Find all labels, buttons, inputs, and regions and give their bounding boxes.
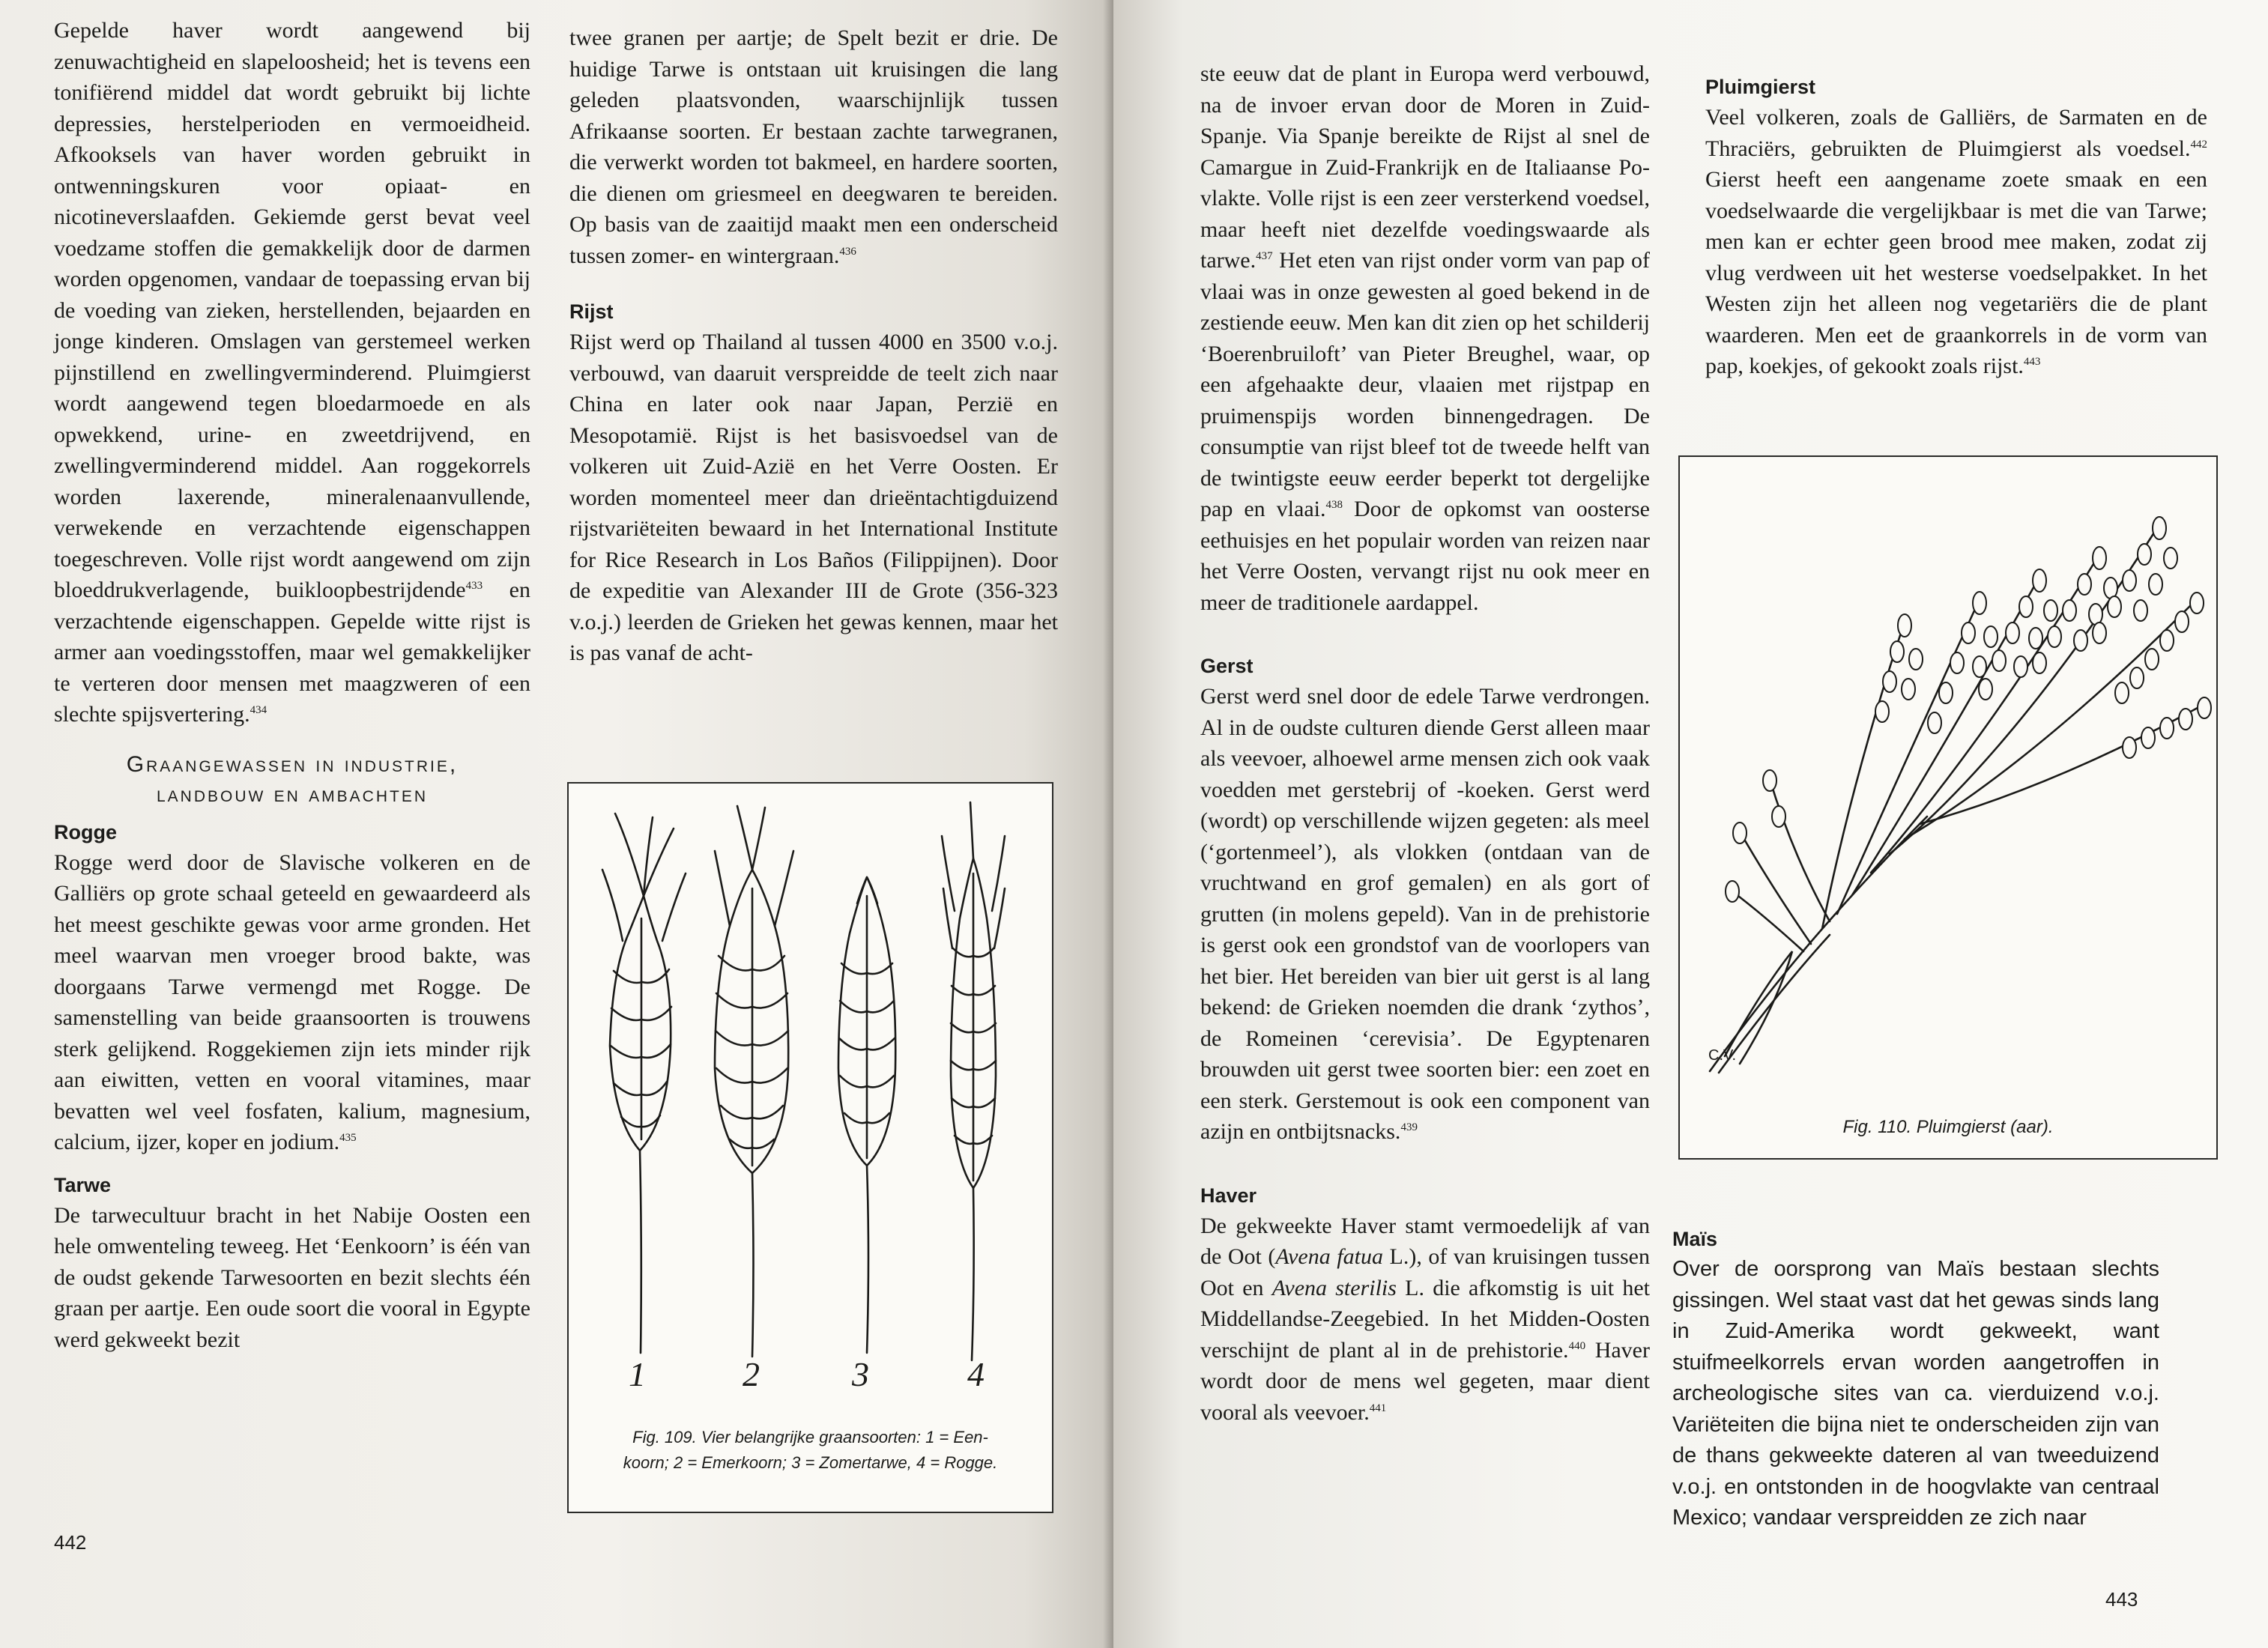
footnote-ref-439: 439 bbox=[1400, 1121, 1418, 1133]
left-page bbox=[0, 0, 1113, 1648]
footnote-ref-434: 434 bbox=[250, 704, 267, 716]
heading-rogge: Rogge bbox=[54, 820, 117, 843]
figure-109 bbox=[567, 782, 1053, 1513]
footnote-ref-442: 442 bbox=[2190, 138, 2207, 151]
heading-tarwe: Tarwe bbox=[54, 1173, 112, 1196]
gerst-text: Gerst werd snel door de edele Tarwe verdrongen. Al in de oudste culturen diende Gerst alleen maar als veevoer, alhoewel arme mensen zich ook vaak voedden met gerstebrij of -koeken. Gerst werd (wordt) op verschillende wijzen gegeten: als meel (‘gortenmeel’), als vlokken (ontdaan van de vruchtwand en grof gemalen) en als gort of grutten (in molens gepeld). Van in de prehistorie is gerst ook een grondstof van de voorlopers van het bier. Het bereiden van bier uit gerst is al lang bekend: de Grieken noemden die drank ‘zythos’, de Romeinen ‘cerevisia’. De Egyptenaren brouwden uit gerst twee soorten bier: een zoet en een sterk. Gerstemout is ook een component van azijn en ontbijtsnacks. bbox=[1200, 684, 1650, 1144]
chapter-title-line-1: Graangewassen in industrie, bbox=[126, 751, 459, 777]
grain-ears-illustration bbox=[569, 799, 1052, 1368]
footnote-ref-435: 435 bbox=[339, 1132, 357, 1144]
heading-gerst: Gerst bbox=[1200, 655, 1254, 677]
pluimgierst-text-a: Veel volkeren, zoals de Galliërs, de Sarmaten en de Thraciërs, gebruikten de Pluimgierst als voedsel. bbox=[1705, 105, 2207, 161]
paragraph-tarwe-continued bbox=[569, 22, 1058, 271]
paragraph-rijst: Rijst werd op Thailand al tussen 4000 en 3500 v.o.j. verbouwd, van daaruit verspreidde de teelt zich naar China en later ook naar Japan, Perzië en Mesopotamië. Rijst is het basisvoedsel van de volkeren uit Zuid-Azië en het Verre Oosten. Er worden momenteel meer dan drieëntachtigduizend rijstvariëteiten bewaard in het International Institute for Rice Research in Los Baños (Filippijnen). Door de expeditie van Alexander III de Grote (356-323 v.o.j.) leerden de Grieken het gewas kennen, maar het is pas vanaf de acht- bbox=[569, 330, 1058, 665]
haver-latin-name-1: Avena fatua bbox=[1275, 1244, 1383, 1269]
paragraph-rogge bbox=[54, 847, 530, 1158]
ear-zomertarwe-icon bbox=[838, 877, 895, 1353]
haver-text-c: L. die afkomstig is uit het Middellandse-Zeegebied. In het Midden-Oosten verschijnt de plant al in de prehistorie. bbox=[1200, 1275, 1651, 1363]
footnote-ref-440: 440 bbox=[1568, 1339, 1586, 1352]
intro-text: Gepelde haver wordt aangewend bij zenuwachtigheid en slapeloosheid; het is tevens een tonifiërend middel dat wordt gebruikt bij lichte depressies, herstelperioden en vermoeidheid. Afkooksels van haver worden gebruikt in ontwenningskuren voor opiaat- en nicotineverslaafden. Gekiemde gerst bevat veel voedzame stoffen die gemakkelijk door de darmen worden opgenomen, vandaar de toepassing ervan bij de voeding van zieken, herstellenden, bejaarden en jonge kinderen. Omslagen van gerstemeel werken pijnstillend en zwellingverminderend. Pluimgierst wordt aangewend tegen bloedarmoede en als opwekkend, urine- en zweetdrijvend, en zwellingverminderend middel. Aan roggekorrels worden laxerende, mineralenaanvullende, verwekende en verzachtende eigenschappen toegeschreven. Volle rijst wordt aangewend om zijn bloeddrukverlagende, buikloopbestrijdende bbox=[54, 18, 530, 602]
chapter-title-line-2: landbouw en ambachten bbox=[156, 781, 429, 807]
haver-text-d: Haver wordt door de mens wel gegeten, maar dient vooral als veevoer. bbox=[1200, 1337, 1650, 1425]
figure-109-numbers bbox=[569, 1354, 1052, 1399]
page-number-left: 442 bbox=[54, 1531, 87, 1554]
paragraph-tarwe: De tarwecultuur bracht in het Nabije Oosten een hele omwenteling teweeg. Het ‘Eenkoorn’ is één van de oudst gekende Tarwesoorten en bezit slechts één graan per aartje. Een oude soort die vooral in Egypte werd gekweekt bezit bbox=[54, 1202, 530, 1352]
figure-109-caption-line-2: koorn; 2 = Emerkoorn; 3 = Zomertarwe, 4 = Rogge. bbox=[623, 1453, 998, 1472]
ear-emerkoorn-icon bbox=[715, 806, 793, 1357]
ear-rogge-icon bbox=[942, 802, 1005, 1360]
left-column-2 bbox=[569, 22, 1058, 669]
rijst-continued-text-a: ste eeuw dat de plant in Europa werd verbouwd, na de invoer ervan door de Moren in Zuid-Spanje. Via Spanje bereikte de Rijst al snel de Camargue in Zuid-Frankrijk en de Italiaanse Po-vlakte. Volle rijst is een zeer versterkend voedsel, maar heeft niet dezelfde voedingswaarde als tarwe. bbox=[1200, 61, 1650, 273]
right-page bbox=[1113, 0, 2268, 1648]
right-column-2 bbox=[1705, 72, 2207, 382]
haver-text-a: De gekweekte Haver stamt vermoedelijk af van de Oot ( bbox=[1200, 1213, 1650, 1269]
paragraph-gerst bbox=[1200, 681, 1650, 1148]
right-column-1 bbox=[1200, 58, 1650, 1428]
footnote-ref-441: 441 bbox=[1369, 1402, 1387, 1414]
heading-haver: Haver bbox=[1200, 1184, 1257, 1207]
paragraph-rijst-continued bbox=[1200, 58, 1650, 618]
paragraph-pluimgierst bbox=[1705, 102, 2207, 382]
rijst-continued-text-b: Het eten van rijst onder vorm van pap of vlaai was in onze gewesten al goed bekend in de zestiende eeuw. Men kan dit zien op het schilderij ‘Boerenbruiloft’ van Pieter Breughel, waar, op een afgehaakte deur, vlaaien met rijstpap en pruimenspijs worden binnengedragen. De consumptie van rijst bleef tot de tweede helft van de twintigste eeuw eerder beperkt tot dergelijke pap en vlaai. bbox=[1200, 248, 1650, 521]
heading-pluimgierst: Pluimgierst bbox=[1705, 76, 1816, 98]
figure-number-4: 4 bbox=[967, 1355, 985, 1393]
tarwe-continued-text: twee granen per aartje; de Spelt bezit er drie. De huidige Tarwe is ontstaan uit kruisingen die lang geleden plaatsvonden, waarschijnlijk tussen Afrikaanse soorten. Er bestaan zachte tarwegranen, die verwerkt worden tot bakmeel, en hardere soorten, die dienen om griesmeel en deegwaren te bereiden. Op basis van de zaaitijd maakt men een onderscheid tussen zomer- en wintergraan. bbox=[569, 25, 1058, 268]
pluimgierst-illustration bbox=[1680, 464, 2216, 1079]
footnote-ref-436: 436 bbox=[839, 245, 856, 258]
figure-110-caption: Fig. 110. Pluimgierst (aar). bbox=[1842, 1117, 2054, 1137]
haver-text-b: L.), of van kruisingen tussen Oot en bbox=[1200, 1244, 1650, 1300]
chapter-title bbox=[54, 750, 530, 810]
figure-number-2: 2 bbox=[743, 1355, 760, 1393]
paragraph-mais: Over de oorsprong van Maïs bestaan slechts gissingen. Wel staat vast dat het gewas sinds lang in Zuid-Amerika wordt gekweekt, want stuifmeelkorrels ervan worden aangetroffen in archeologische sites van ca. vierduizend v.o.j. Variëteiten die bijna niet te onderscheiden zijn van de thans gekweekte dateren al van tweeduizend v.o.j. en ontstonden in de hoogvlakte van centraal Mexico; vandaar verspreidden ze zich naar bbox=[1672, 1257, 2159, 1530]
haver-latin-name-2: Avena sterilis bbox=[1271, 1275, 1397, 1300]
figure-number-3: 3 bbox=[852, 1355, 869, 1393]
intro-text-tail: en verzachtende eigenschappen. Gepelde witte rijst is armer aan voedingsstoffen, maar wel gemakkelijker te verteren door mensen met maagzweren of een slechte spijsvertering. bbox=[54, 578, 530, 727]
ear-eenkoorn-icon bbox=[602, 814, 686, 1353]
rijst-continued-text-c: Door de opkomst van oosterse eethuisjes en het populair worden van reizen naar het Verre Oosten, vervangt rijst nu ook meer en meer de traditionele aardappel. bbox=[1200, 497, 1650, 615]
heading-mais: Maïs bbox=[1672, 1228, 1718, 1250]
page-number-right: 443 bbox=[2105, 1588, 2138, 1611]
heading-rijst: Rijst bbox=[569, 300, 614, 323]
illustrator-signature: C.V. bbox=[1708, 1047, 1737, 1064]
footnote-ref-443: 443 bbox=[2023, 356, 2041, 368]
figure-109-caption-line-1: Fig. 109. Vier belangrijke graansoorten: 1 = Een- bbox=[632, 1428, 988, 1446]
figure-109-caption bbox=[576, 1425, 1044, 1476]
rogge-text: Rogge werd door de Slavische volkeren en de Galliërs op grote schaal geteeld en gewaardeerd als het meest geschikte gewas voor arme gronden. Het meel waarvan men vroeger brood bakte, was doorgaans Tarwe vermengd met Rogge. De samenstelling van beide graansoorten is trouwens sterk gelijkend. Roggekiemen zijn iets minder rijk aan eiwitten, vetten en vooral vitamines, maar bevatten wel veel fosfaten, kalium, magnesium, calcium, ijzer, koper en jodium. bbox=[54, 849, 530, 1154]
left-column-1 bbox=[54, 15, 530, 1355]
footnote-ref-437: 437 bbox=[1256, 250, 1273, 262]
footnote-ref-433: 433 bbox=[465, 580, 483, 592]
pluimgierst-text-b: Gierst heeft een aangename zoete smaak en een voedselwaarde die vergelijkbaar is met die van Tarwe; men kan er echter geen brood mee maken, zodat zij vlug verdween uit het westerse voedselpakket. In het Westen zijn het alleen nog vegetariërs die de plant waarderen. Men eet de graankorrels in de vorm van pap, koekjes, of gekookt zoals rijst. bbox=[1705, 167, 2207, 378]
paragraph-haver bbox=[1200, 1211, 1650, 1429]
figure-110 bbox=[1678, 455, 2218, 1160]
figure-number-1: 1 bbox=[629, 1355, 646, 1393]
paragraph-intro bbox=[54, 15, 530, 730]
footnote-ref-438: 438 bbox=[1325, 499, 1343, 511]
right-column-2-lower bbox=[1672, 1224, 2159, 1534]
